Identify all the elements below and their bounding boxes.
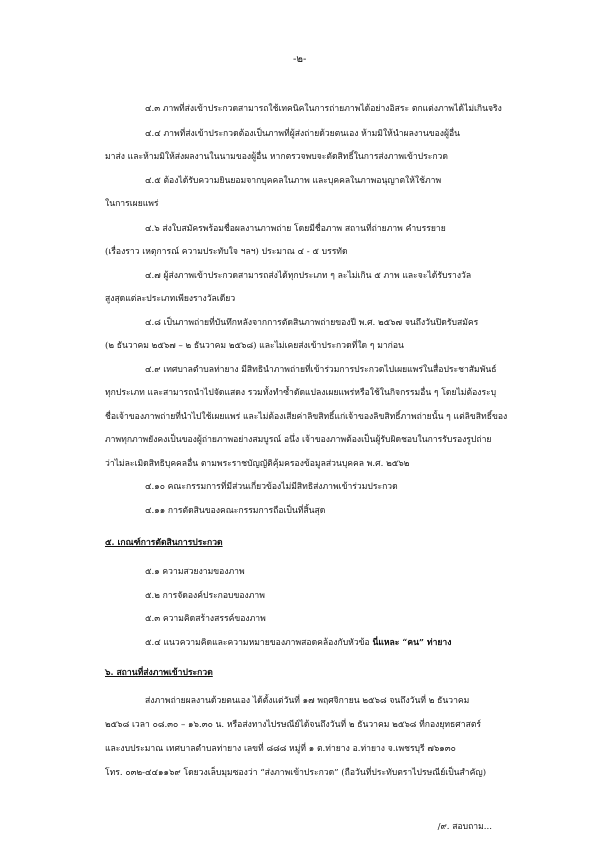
next-page-indicator: /๙. สอบถาม... [437, 822, 492, 832]
rule-4-11: ๔.๑๑ การตัดสินของคณะกรรมการถือเป็นที่สิ้นสุด [145, 506, 326, 516]
contest-theme: นี่แหละ “ฅน” ท่ายาง [372, 638, 452, 648]
submission-line: ส่งภาพถ่ายผลงานด้วยตนเอง ได้ตั้งแต่วันที่ ๑๗ พฤศจิกายน ๒๕๖๘ จนถึงวันที่ ๒ ธันวาคม [145, 696, 470, 706]
criteria-item: ๕.๓ ความคิดสร้างสรรค์ของภาพ [145, 614, 266, 624]
rule-4-5-cont: ในการเผยแพร่ [105, 199, 159, 209]
rule-4-8: ๔.๘ เป็นภาพถ่ายที่บันทึกหลังจากการตัดสินภาพถ่ายของปี พ.ศ. ๒๕๖๗ จนถึงวันปิดรับสมัคร [145, 318, 479, 328]
rule-4-9-cont-2: ชื่อเจ้าของภาพถ่ายที่นำไปใช้เผยแพร่ และไม่ต้องเสียค่าลิขสิทธิ์แก่เจ้าของลิขสิทธิ์ภาพถ่ายนั้น ๆ แต่ลิขสิทธิ์ของ [105, 412, 508, 422]
rule-4-10: ๔.๑๐ คณะกรรมการที่มีส่วนเกี่ยวข้องไม่มีสิทธิส่งภาพเข้าร่วมประกวด [145, 482, 398, 492]
submission-line: และงบประมาณ เทศบาลตำบลท่ายาง เลขที่ ๘๘๘ หมู่ที่ ๑ ต.ท่ายาง อ.ท่ายาง จ.เพชรบุรี ๗๖๑๓๐ [105, 744, 456, 754]
rule-4-5: ๔.๕ ต้องได้รับความยินยอมจากบุคคลในภาพ และบุคคลในภาพอนุญาตให้ใช้ภาพ [145, 176, 442, 186]
criteria-item-4-text: ๕.๔ แนวความคิดและความหมายของภาพสอดคล้องกับหัวข้อ [145, 638, 370, 648]
rule-4-4: ๔.๔ ภาพที่ส่งเข้าประกวดต้องเป็นภาพที่ผู้ส่งถ่ายด้วยตนเอง ห้ามมิให้นำผลงานของผู้อื่น [145, 129, 461, 139]
rule-4-9-cont-1: ทุกประเภท และสามารถนำไปจัดแสดง รวมทั้งทำซ้ำดัดแปลงเผยแพร่หรือใช้ในกิจกรรมอื่น ๆ โดยไม่ต้องระบุ [105, 388, 497, 398]
rule-4-6: ๔.๖ ส่งใบสมัครพร้อมชื่อผลงานภาพถ่าย โดยมีชื่อภาพ สถานที่ถ่ายภาพ คำบรรยาย [145, 224, 446, 234]
rule-4-3: ๔.๓ ภาพที่ส่งเข้าประกวดสามารถใช้เทคนิคในการถ่ายภาพได้อย่างอิสระ ตกแต่งภาพได้ไม่เกินจริง [145, 104, 502, 114]
rule-4-6-cont: (เรื่องราว เหตุการณ์ ความประทับใจ ฯลฯ) ประมาณ ๔ - ๕ บรรทัด [105, 247, 348, 257]
criteria-item: ๕.๒ การจัดองค์ประกอบของภาพ [145, 591, 265, 601]
page-number: -๒- [293, 54, 307, 65]
rule-4-7-cont: สูงสุดแต่ละประเภทเพียงรางวัลเดียว [105, 294, 236, 304]
rule-4-9-cont-3: ภาพทุกภาพยังคงเป็นของผู้ถ่ายภาพอย่างสมบูรณ์ อนึ่ง เจ้าของภาพต้องเป็นผู้รับผิดชอบในการรับรองรูปถ่าย [105, 435, 492, 445]
submission-line: โทร. ๐๓๒-๔๔๑๑๖๙ โดยวงเล็บมุมซองว่า “ส่งภาพเข้าประกวด” (ถือวันที่ประทับตราไปรษณีย์เป็นสำคัญ) [105, 768, 487, 778]
submission-heading: ๖. สถานที่ส่งภาพเข้าประกวด [105, 668, 213, 678]
rule-4-7: ๔.๗ ผู้ส่งภาพเข้าประกวดสามารถส่งได้ทุกประเภท ๆ ละไม่เกิน ๕ ภาพ และจะได้รับรางวัล [145, 271, 472, 281]
rule-4-9-cont-4: ว่าไม่ละเมิดสิทธิบุคคลอื่น ตามพระราชบัญญัติคุ้มครองข้อมูลส่วนบุคคล พ.ศ. ๒๕๖๒ [105, 459, 410, 469]
rule-4-9: ๔.๙ เทศบาลตำบลท่ายาง มีสิทธินำภาพถ่ายที่เข้าร่วมการประกวดไปเผยแพร่ในสื่อประชาสัมพันธ์ [145, 365, 497, 375]
criteria-item-theme [145, 639, 451, 648]
submission-line: ๒๕๖๘ เวลา ๐๘.๓๐ – ๑๖.๓๐ น. หรือส่งทางไปรษณีย์ได้จนถึงวันที่ ๒ ธันวาคม ๒๕๖๘ ที่กองยุทธศาสตร์ [105, 720, 482, 730]
criteria-heading: ๕. เกณฑ์การตัดสินการประกวด [105, 538, 223, 548]
rule-4-4-cont: มาส่ง และห้ามมิให้ส่งผลงานในนามของผู้อื่น หากตรวจพบจะตัดสิทธิ์ในการส่งภาพเข้าประกวด [105, 152, 448, 162]
criteria-item: ๕.๑ ความสวยงามของภาพ [145, 567, 245, 577]
rule-4-8-cont: (๒ ธันวาคม ๒๕๖๗ – ๒ ธันวาคม ๒๕๖๘) และไม่เคยส่งเข้าประกวดที่ใด ๆ มาก่อน [105, 341, 404, 351]
